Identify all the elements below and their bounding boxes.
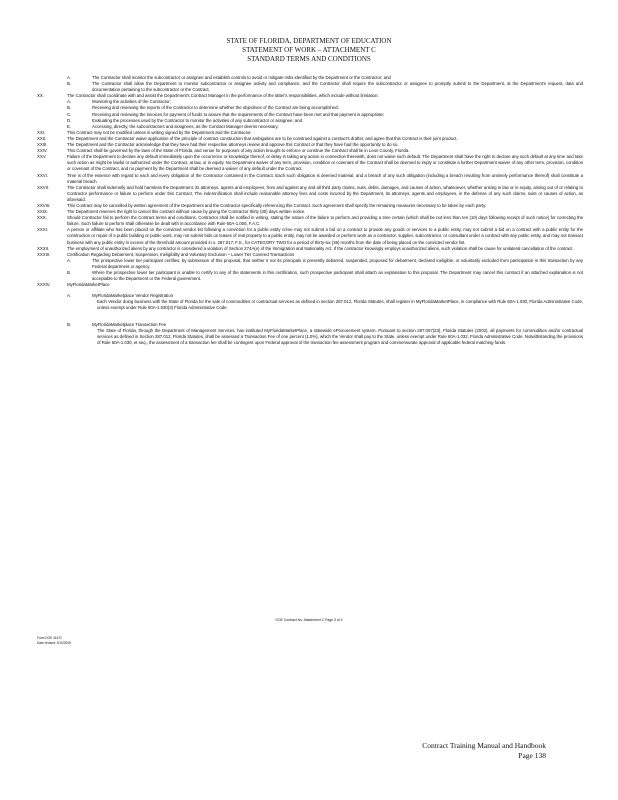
list-item: B. MyFloridaMarketplace Transaction Fee (67, 321, 167, 327)
list-item: B. Receiving and reviewing the reports of the Contractor to determine whether the objectives of the Contract are being accomplished; (67, 105, 339, 111)
list-item-detail: Each Vendor doing business with the State of Florida for the sale of commodities or contractual services as defined in section 287.012, Florida Statutes, shall register in MyFloridaMarketPlace, in compliance with Rule 60A-1.030, Florida Administrative Code, unless exempt under Rule 60A-1.030(3) Florida Administrative Code. (97, 299, 583, 311)
section-xxxiv: XXXIV. MyFloridaMarketPlace A. MyFloridaMarketplace Vendor Registration Each Vendor doing business with the State of Florida for the sale of commodities or contractual services as defined in section 287.012, Florida Statutes, shall register in MyFloridaMarketPlace, in compliance with Rule 60A-1.030, Florida Administrative Code, unless exempt under Rule 60A-1.030(3) Florida Administrative Code. B. MyFloridaMarketplace Transaction Fee The State of Florida, through the Department of Management Services, has instituted MyFloridaMarketPlace, a statewide eProcurement system. Pursuant to section 287.057(23), Florida Statutes (2002), all payments for commodities and/or contractual services as defined in Section 287.012, Florida Statutes, shall be assessed a Transaction Fee of one percent (1.0%), which the Vendor shall pay to the State, unless exempt under Rule 60A-1.032, Florida Administrative Code. Notwithstanding the provisions of Rule 60A-1.030, et seq., the assessment of a transaction fee shall be contingent upon Federal approval of the transaction fee assessment program and commensurate approval of applicable federal matching funds. (37, 282, 583, 345)
intro-block (37, 75, 583, 93)
section-xxix: XXIX. The Department reserves the right to cancel this contract without cause by giving the Contractor thirty (30) days written notice. (37, 209, 306, 215)
section-xxii: XXII. The Department and the Contractor waive application of the principle of contract construction that ambiguities are to be construed against a contract's drafter, and agree that this Contract is their joint product. (37, 135, 458, 141)
section-xxxi: XXXI. A person or affiliate who has been placed on the convicted vendor list following a conviction for a public entity crime may not submit a bid on a contract to provide any goods or services to a public entity, may not submit a bid on a contract with a public entity for the construction or repair of a public building or public work, may not submit bids on leases of real property to a public entity, may not be awarded or perform work as a contractor, supplier, subcontractor, or consultant under a contract with any public entity, and may not transact business with any public entity in excess of the threshold amount provided in s. 287.017, F.S., for CATEGORY TWO for a period of thirty-six (36) months from the date of being placed on the convicted vendor list. (37, 227, 583, 245)
list-item: A. MyFloridaMarketplace Vendor Registration (67, 293, 173, 299)
section-xxxii: XXXII. The employment of unauthorized aliens by any contractor is considered a violation of Section 274A(e) of the Immigration and Nationality Act. If the contractor knowingly employs unauthorized aliens, such violation shall be cause for unilateral cancellation of the contract. (37, 245, 574, 251)
section-text: Certification Regarding Debarment, Suspension, Ineligibility and Voluntary Exclusion – Lower Tier Covered Transactions (67, 251, 295, 257)
section-xxiv: XXIV. This Contract shall be governed by the laws of the State of Florida, and venue for purposes of any action brought to enforce or construe the Contract shall lie in Leon County, Florida. (37, 148, 410, 154)
list-item: A. The prospective lower tier participant certifies, by submission of this proposal, that neither it nor its principals is presently debarred, suspended, proposed for debarment, declared ineligible, or voluntarily excluded from participation in this transaction by any Federal department or agency. (67, 257, 583, 269)
page-number: Page 138 (518, 751, 546, 760)
form-identifiers: Form DOE 415 R Date revised: 3/10/2005 (37, 636, 71, 645)
intro-item: B. The Contractor shall allow the Department to monitor subcontractor or assignee activity and compliance, and the Contractor shall require the subcontractor or assignee to promptly submit to the Department, at the Department's request, data and documentation pertaining to the subcontractor or the Contract. (67, 81, 583, 93)
document-header (0, 37, 618, 64)
list-item: C. Receiving and reviewing the invoices for payment of funds to assure that the requirements of the Contract have been met and that payment is appropriate; (67, 111, 385, 117)
handbook-footer (422, 741, 546, 761)
list-item: D. Evaluating the processes used by the Contractor to monitor the activities of any subcontractor or assignee; and (67, 117, 302, 123)
section-xx (37, 93, 583, 130)
section-text: MyFloridaMarketPlace (67, 282, 110, 288)
header-line-1: STATE OF FLORIDA, DEPARTMENT OF EDUCATION (226, 37, 392, 45)
list-item: B. Where the prospective lower tier participant is unable to certify to any of the statements in this certification, such prospective participant shall attach an explanation to this proposal. The Department may cancel this contract if an attached explanation is not acceptable to the Department or the Federal government. (67, 270, 583, 282)
page-footer-text: DOE Contract No. Attachment C Page 3 of 4 (275, 618, 343, 622)
section-number: XX. (37, 93, 44, 99)
section-xxviii: XXVIII. This Contract may be cancelled by written agreement of the Department and the Contractor specifically referencing this Contract. Such agreement shall specify the remaining measures necessary to be taken by each party. (37, 202, 487, 208)
header-line-3: STANDARD TERMS AND CONDITIONS (247, 55, 371, 63)
intro-item: A. The Contractor shall monitor the subcontractor or assignee and establish controls to avoid or mitigate risks identified by the Department or the Contractor; and (67, 75, 391, 80)
section-xxvi: XXVI. Time is of the essence with regard to each and every obligation of the Contractor contained in the Contract. Each such obligation is deemed material, and a breach of any such obligation (including a breach resulting from untimely performance thereof) shall constitute a material breach. (37, 172, 583, 184)
document-body (37, 75, 583, 346)
section-xxvii: XXVII. The Contractor shall indemnify and hold harmless the Department, its attorneys, agents and employees, from and against any and all third party claims, suits, debts, damages, and causes of action, whatsoever, whether arising in law or in equity, arising out of or relating to Contractor performance or failure to perform under this Contract. The indemnification shall include reasonable attorney fees and costs incurred by the Department, its attorneys, agents and employees, in the defense of any such claims, suits or causes of action, as aforesaid. (37, 184, 583, 202)
section-xxv: XXV. Failure of the Department to declare any default immediately upon the occurrence or knowledge thereof, or delay in taking any action in connection therewith, does not waive such default. The Department shall have the right to declare any such default at any time and take such action as might be lawful or authorized under the Contract, at law, or in equity. No Department waiver of any term, provision, condition or covenant of the Contract shall be deemed to imply or constitute a further Department waiver of any other term, provision, condition or covenant of the Contract, and no payment by the Department shall be deemed a waiver of any default under the Contract. (37, 154, 583, 172)
list-item-detail: The State of Florida, through the Department of Management Services, has instituted MyFloridaMarketPlace, a statewide eProcurement system. Pursuant to section 287.057(23), Florida Statutes (2002), all payments for commodities and/or contractual services as defined in Section 287.012, Florida Statutes, shall be assessed a Transaction Fee of one percent (1.0%), which the Vendor shall pay to the State, unless exempt under Rule 60A-1.032, Florida Administrative Code. Notwithstanding the provisions of Rule 60A-1.030, et seq., the assessment of a transaction fee shall be contingent upon Federal approval of the transaction fee assessment program and commensurate approval of applicable federal matching funds. (97, 327, 583, 345)
list-item: A. Monitoring the activities of the Contractor; (67, 99, 171, 105)
section-xxxiii: XXXIII. Certification Regarding Debarment, Suspension, Ineligibility and Voluntary Exclusion – Lower Tier Covered Transactions A. The prospective lower tier participant certifies, by submission of this proposal, that neither it nor its principals is presently debarred, suspended, proposed for debarment, declared ineligible, or voluntarily excluded from participation in this transaction by any Federal department or agency. B. Where the prospective lower tier participant is unable to certify to any of the statements in this certification, such prospective participant shall attach an explanation to this proposal. The Department may cancel this contract if an attached explanation is not acceptable to the Department or the Federal government. (37, 251, 583, 282)
section-text: The Contractor shall coordinate with and assist the Department's Contract Manager in the performance of the latter's responsibilities, which include without limitation: (67, 93, 379, 99)
section-xxiii: XXIII. The Department and the Contractor acknowledge that they have had their respective attorneys review and approve this Contract or that they have had the opportunity to do so. (37, 142, 399, 148)
section-xxx: XXX. Should Contractor fail to perform the Contract terms and conditions, Contractor shall be notified in writing, stating the nature of the failure to perform and providing a time certain (which shall be not less than ten (10) days following receipt of such notice) for correcting the failure. Such failure to perform shall otherwise be dealt with in accordance with Rule 60A-1.006, F.A.C. (37, 215, 583, 227)
list-item: E. Accessing, directly, the subcontractors and assignees, as the Contract Manager deems necessary. (67, 123, 279, 129)
section-xxi: XXI. This Contract may not be modified unless in writing signed by the Department and the Contractor. (37, 129, 252, 135)
header-line-2: STATEMENT OF WORK – ATTACHMENT C (242, 46, 376, 54)
handbook-title: Contract Training Manual and Handbook (422, 741, 546, 750)
